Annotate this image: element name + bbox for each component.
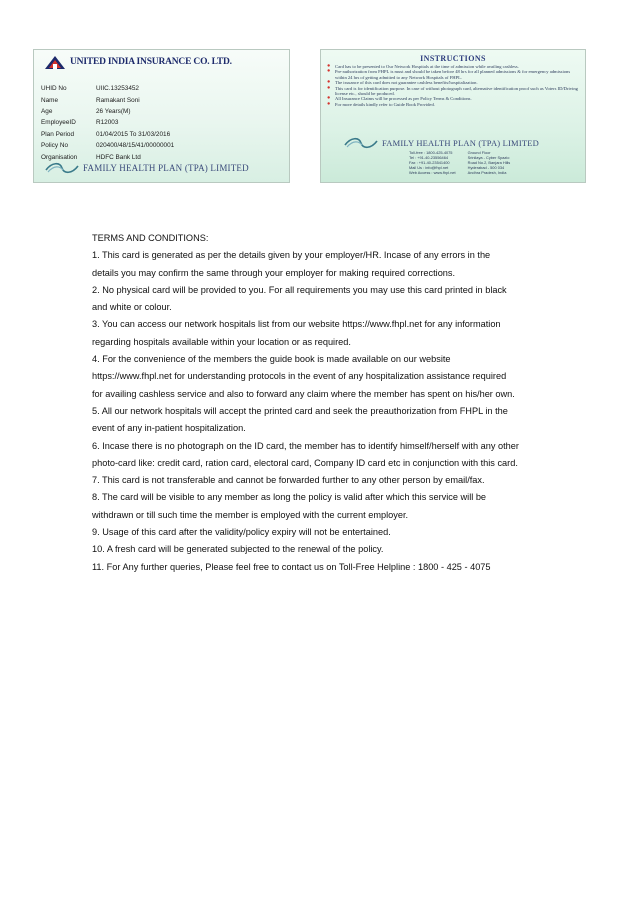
- bullet-icon: ●: [327, 68, 331, 75]
- field-label: Name: [41, 96, 59, 104]
- card-fields: [41, 83, 241, 163]
- field-row-employee-id: [41, 117, 241, 128]
- instruction-text: The issuance of this card does not guarantee cashless benefits/hospitalization.: [335, 80, 478, 86]
- contact-line: Toll-free : 1800-425-4075: [409, 150, 453, 155]
- address-line: Road No.2, Banjara Hills: [467, 160, 511, 166]
- bullet-icon: ●: [327, 63, 331, 69]
- terms-line: and white or colour.: [92, 302, 172, 313]
- card-footer: [44, 159, 249, 177]
- terms-line: https://www.fhpl.net for understanding protocols in the event of any hospitalization assistance required: [92, 371, 507, 382]
- field-label: UHID No: [41, 85, 67, 93]
- bullet-icon: ●: [327, 79, 331, 86]
- terms-line: 4. For the convenience of the members the guide book is made available on our website: [92, 354, 451, 365]
- field-label: EmployeeID: [41, 119, 76, 127]
- fhpl-brand-name: FAMILY HEALTH PLAN (TPA) LIMITED: [83, 163, 249, 173]
- terms-line: details you may confirm the same through your employer for making required corrections.: [92, 267, 456, 278]
- insurer-logo-icon: [44, 55, 66, 70]
- terms-line: regarding hospitals available within your location or as required.: [92, 336, 351, 347]
- bullet-icon: ●: [327, 100, 331, 107]
- card-back-footer: [343, 136, 539, 150]
- contact-line: Mail Us : info@fhpl.net: [409, 165, 449, 171]
- terms-line: event of any in-patient hospitalization.: [92, 423, 246, 434]
- address-line: Srinilaya - Cyber Spazio: [467, 155, 510, 161]
- address-line: Hyderabad - 500 034: [467, 165, 505, 171]
- list-item: [327, 86, 579, 97]
- terms-line: withdrawn or till such time the member is employed with the current employer.: [92, 509, 409, 520]
- field-row-name: [41, 94, 241, 105]
- address-line: Andhra Pradesh, India: [467, 170, 507, 176]
- field-value: R12003: [96, 119, 119, 127]
- fhpl-logo-icon: [44, 161, 80, 175]
- instruction-text: All Insurance Claims will be processed as per Policy Terms & Conditions.: [335, 96, 472, 102]
- field-label: Plan Period: [41, 130, 75, 138]
- field-value: Ramakant Soni: [96, 96, 140, 104]
- address-line: Ground Floor: [467, 150, 491, 155]
- field-label: Policy No: [41, 142, 68, 150]
- terms-line: 1. This card is generated as per the details given by your employer/HR. Incase of any errors in the: [92, 250, 491, 261]
- instruction-text: Card has to be presented to Our Network Hospitals at the time of admission while availing cashless.: [335, 64, 519, 69]
- instructions-list: [327, 64, 579, 107]
- field-value: HDFC Bank Ltd: [96, 153, 141, 161]
- field-row-policy-no: [41, 140, 241, 151]
- list-item: [327, 69, 579, 80]
- field-value: 01/04/2015 To 31/03/2016: [96, 130, 171, 138]
- contact-column-phone: [409, 150, 456, 175]
- fhpl-logo-icon: [343, 136, 379, 150]
- field-row-age: [41, 106, 241, 117]
- terms-line: 11. For Any further queries, Please feel free to contact us on Toll-Free Helpline : 1800 - 425 - 4075: [92, 561, 491, 572]
- contact-details: [409, 150, 510, 175]
- terms-heading: TERMS AND CONDITIONS:: [92, 233, 209, 243]
- instruction-text: Pre-authorization from FHPL is must and should be taken before 48 hrs for all planned admissions & for emergency admissions within 24 hrs of getting admitted to any Network Hospitals of FHPL.: [335, 69, 571, 80]
- instruction-text: This card is for identification purpose. In case of without photograph card, alternative identification proof such as Voters ID/Driving license etc., should be produced.: [335, 85, 578, 97]
- field-row-plan-period: [41, 129, 241, 140]
- terms-line: 10. A fresh card will be generated subjected to the renewal of the policy.: [92, 544, 384, 555]
- field-value: 26 Years(M): [96, 107, 131, 115]
- field-label: Age: [41, 107, 53, 115]
- contact-line: Fax : +91-40-23541400: [409, 160, 450, 166]
- insurer-name: UNITED INDIA INSURANCE CO. LTD.: [70, 57, 232, 67]
- terms-line: 2. No physical card will be provided to you. For all requirements you may use this card printed in black: [92, 284, 507, 295]
- field-value: UIIC.13253452: [96, 85, 139, 93]
- card-header: [34, 50, 289, 74]
- instructions-title: INSTRUCTIONS: [420, 54, 486, 63]
- terms-line: photo-card like: credit card, ration card, electoral card, Company ID card etc in conjunction with this card.: [92, 457, 518, 468]
- fhpl-brand-name: FAMILY HEALTH PLAN (TPA) LIMITED: [382, 138, 539, 148]
- terms-line: 5. All our network hospitals will accept the printed card and seek the preauthorization from FHPL in the: [92, 405, 508, 416]
- contact-line: Tel : +91-40-23556464: [409, 155, 449, 161]
- terms-and-conditions: [92, 230, 592, 576]
- contact-line: Web Access : www.fhpl.net: [409, 170, 456, 176]
- field-value: 020400/48/15/41/00000001: [96, 142, 175, 150]
- id-card-back: [320, 49, 586, 183]
- id-card-front: [33, 49, 290, 183]
- terms-line: 9. Usage of this card after the validity/policy expiry will not be entertained.: [92, 527, 391, 538]
- bullet-icon: ●: [327, 95, 331, 102]
- instruction-text: For more details kindly refer to Guide Book Provided.: [335, 101, 435, 107]
- terms-line: 7. This card is not transferable and cannot be forwarded further to any other person by email/fax.: [92, 475, 485, 486]
- terms-line: 3. You can access our network hospitals list from our website https://www.fhpl.net for any information: [92, 319, 501, 330]
- field-label: Organisation: [41, 153, 78, 161]
- terms-line: 6. Incase there is no photograph on the ID card, the member has to identify himself/herself with any other: [92, 440, 519, 451]
- bullet-icon: ●: [327, 84, 331, 91]
- list-item: [327, 102, 579, 107]
- field-row-uhid: [41, 83, 241, 94]
- terms-line: 8. The card will be visible to any member as long the policy is valid after which this service will be: [92, 492, 487, 503]
- terms-line: for availing cashless service and also to forward any claim where the member has spent on his/her own.: [92, 388, 515, 399]
- contact-column-address: [468, 150, 511, 175]
